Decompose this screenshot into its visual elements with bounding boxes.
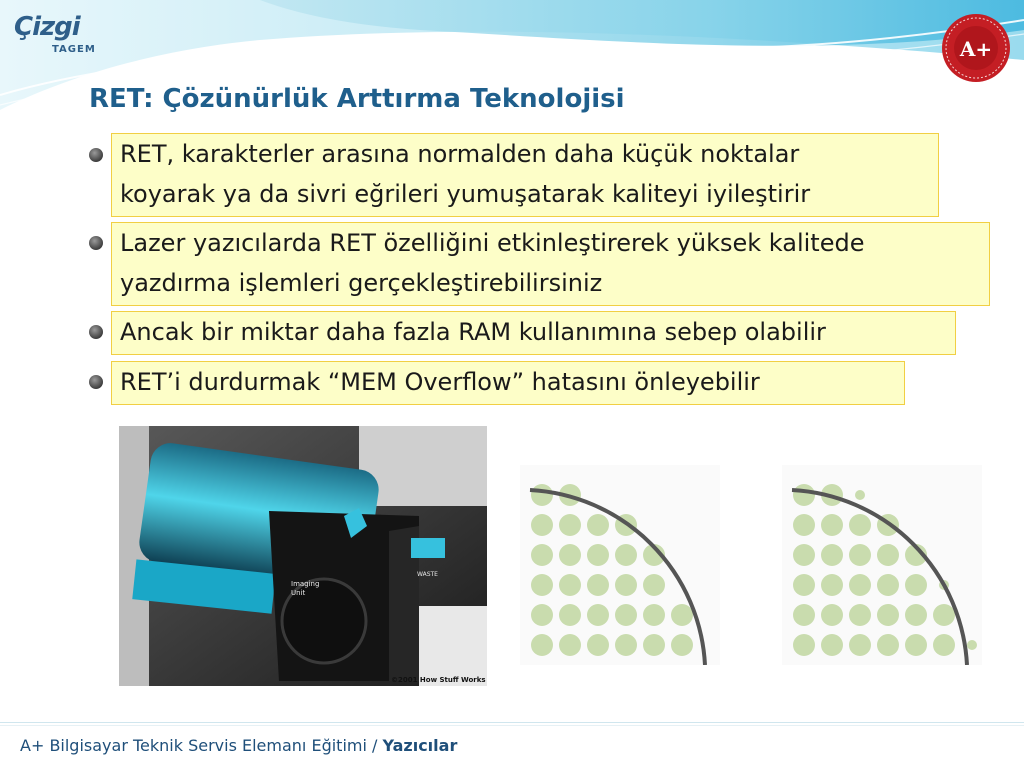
bullet-1-line-2: koyarak ya da sivri eğrileri yumuşatarak kaliteyi iyileştirir bbox=[120, 180, 811, 208]
ret-dot bbox=[821, 544, 843, 566]
seal-label: A+ bbox=[959, 37, 993, 61]
company-logo bbox=[14, 12, 104, 62]
ret-dot bbox=[531, 484, 553, 506]
ret-dot bbox=[587, 514, 609, 536]
ret-dot bbox=[849, 544, 871, 566]
bullet-3 bbox=[111, 311, 956, 355]
slide-title: RET: Çözünürlük Arttırma Teknolojisi bbox=[89, 84, 625, 114]
ret-dot bbox=[587, 544, 609, 566]
ret-dot bbox=[793, 544, 815, 566]
ret-dot bbox=[967, 640, 977, 650]
ret-dot bbox=[643, 574, 665, 596]
ret-dot bbox=[531, 514, 553, 536]
ret-dot bbox=[615, 604, 637, 626]
bullet-2-line-1: Lazer yazıcılarda RET özelliğini etkinleştirerek yüksek kalitede bbox=[120, 229, 865, 257]
footer-divider bbox=[0, 725, 1024, 726]
bullet-1-line-1: RET, karakterler arasına normalden daha küçük noktalar bbox=[120, 140, 800, 168]
ret-dot bbox=[877, 604, 899, 626]
ret-dot bbox=[615, 574, 637, 596]
ret-dot bbox=[559, 634, 581, 656]
logo-text: Çizgi bbox=[14, 12, 80, 42]
footer-divider bbox=[0, 722, 1024, 723]
bullet-marker bbox=[89, 148, 103, 162]
ret-dot bbox=[849, 514, 871, 536]
ret-dot bbox=[877, 544, 899, 566]
ret-dot bbox=[877, 574, 899, 596]
ret-dot bbox=[793, 634, 815, 656]
ret-dot bbox=[559, 604, 581, 626]
aplus-seal-icon bbox=[940, 12, 1012, 84]
ret-dot bbox=[849, 604, 871, 626]
ret-dot bbox=[587, 574, 609, 596]
ret-dot bbox=[531, 574, 553, 596]
ret-dot bbox=[793, 604, 815, 626]
ret-dot bbox=[849, 574, 871, 596]
bullet-4-line-1: RET’i durdurmak “MEM Overflow” hatasını önleyebilir bbox=[120, 368, 760, 396]
ret-dot bbox=[643, 634, 665, 656]
ret-dot bbox=[587, 634, 609, 656]
printer-imaging-unit-photo bbox=[119, 426, 487, 686]
ret-dot bbox=[821, 634, 843, 656]
ret-dot bbox=[849, 634, 871, 656]
ret-dot bbox=[559, 544, 581, 566]
ret-dot bbox=[793, 514, 815, 536]
ret-dot bbox=[559, 514, 581, 536]
logo-subtitle: TAGEM bbox=[52, 44, 96, 55]
bullet-2 bbox=[111, 222, 990, 306]
ret-dot bbox=[821, 604, 843, 626]
ret-dot bbox=[877, 634, 899, 656]
ret-dot bbox=[933, 634, 955, 656]
ret-dot bbox=[905, 604, 927, 626]
ret-dot bbox=[531, 544, 553, 566]
ret-dot bbox=[615, 544, 637, 566]
bullet-marker bbox=[89, 236, 103, 250]
ret-dot bbox=[671, 604, 693, 626]
bullet-marker bbox=[89, 375, 103, 389]
photo-label-unit: Unit bbox=[291, 589, 306, 597]
footer-text bbox=[20, 736, 457, 755]
ret-dot bbox=[905, 634, 927, 656]
ret-dot bbox=[559, 574, 581, 596]
ret-dot bbox=[671, 634, 693, 656]
bullet-marker bbox=[89, 325, 103, 339]
ret-dot bbox=[615, 634, 637, 656]
bullet-4 bbox=[111, 361, 905, 405]
ret-dot bbox=[531, 634, 553, 656]
ret-dot bbox=[793, 574, 815, 596]
ret-dot bbox=[531, 604, 553, 626]
ret-dot bbox=[821, 514, 843, 536]
bullet-3-line-1: Ancak bir miktar daha fazla RAM kullanımına sebep olabilir bbox=[120, 318, 826, 346]
photo-label-waste: WASTE bbox=[417, 571, 438, 578]
ret-dot bbox=[643, 604, 665, 626]
ret-dot bbox=[933, 604, 955, 626]
ret-dot bbox=[793, 484, 815, 506]
bullet-1 bbox=[111, 133, 939, 217]
photo-label-imaging: Imaging bbox=[291, 580, 320, 588]
ret-dot bbox=[821, 574, 843, 596]
ret-dot-diagram bbox=[520, 465, 990, 665]
footer-course: A+ Bilgisayar Teknik Servis Elemanı Eğitimi / bbox=[20, 736, 383, 755]
footer-section: Yazıcılar bbox=[382, 736, 458, 755]
ret-dot bbox=[587, 604, 609, 626]
ret-dot bbox=[855, 490, 865, 500]
photo-credit: ©2001 How Stuff Works bbox=[391, 676, 486, 684]
ret-dot bbox=[905, 574, 927, 596]
bullet-2-line-2: yazdırma işlemleri gerçekleştirebilirsiniz bbox=[120, 269, 603, 297]
